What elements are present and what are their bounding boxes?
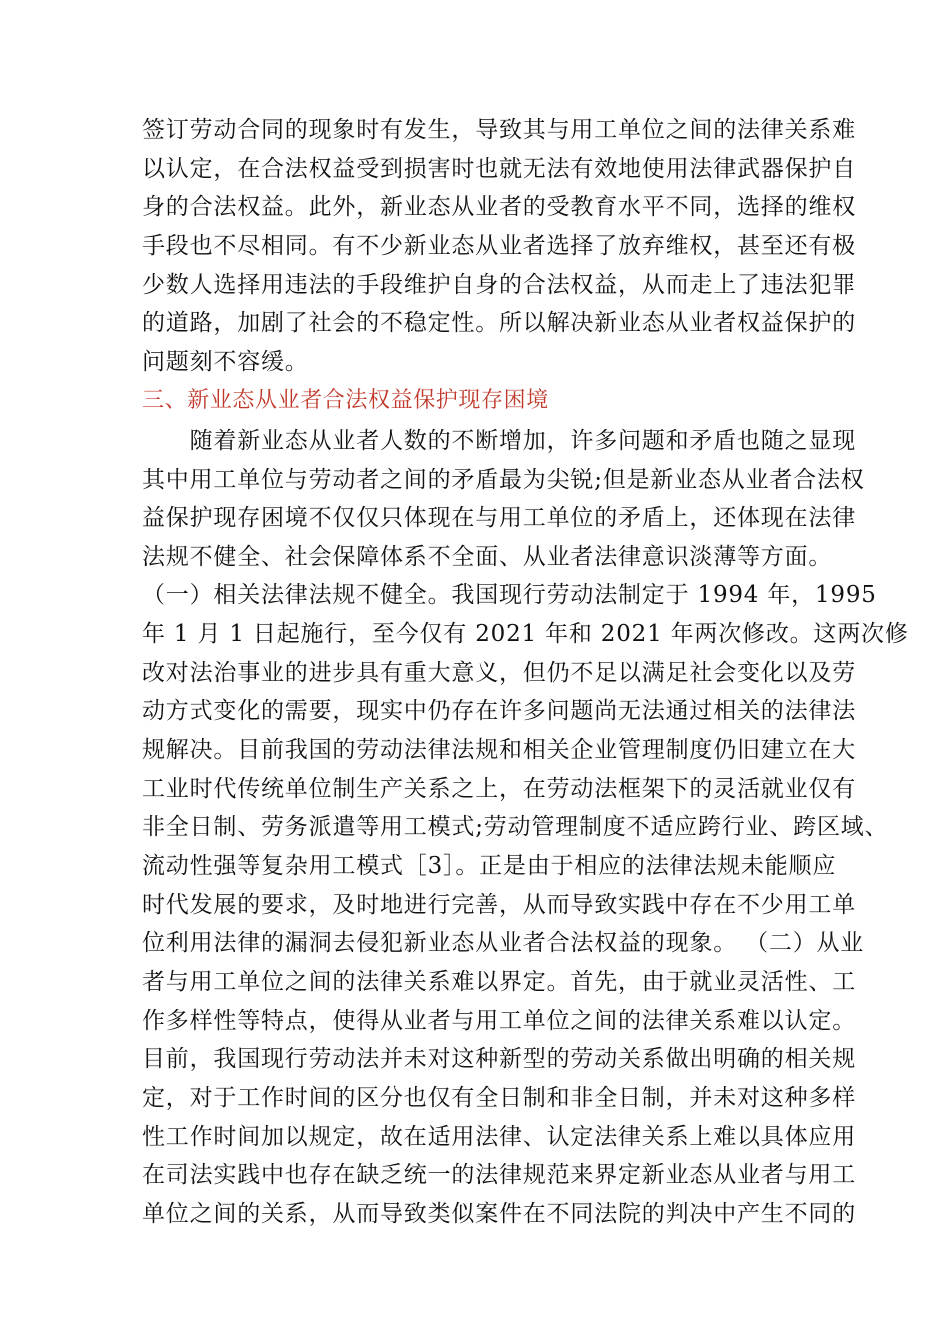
body-text-line: 非全日制、劳务派遣等用工模式;劳动管理制度不适应跨行业、跨区域、 xyxy=(142,814,889,840)
body-text-line: 身的合法权益。此外，新业态从业者的受教育水平不同，选择的维权 xyxy=(142,194,856,220)
body-text-line: 法规不健全、社会保障体系不全面、从业者法律意识淡薄等方面。 xyxy=(142,544,833,570)
body-text-line: 手段也不尽相同。有不少新业态从业者选择了放弃维权，甚至还有极 xyxy=(142,233,856,259)
section-heading: 三、新业态从业者合法权益保护现存困境 xyxy=(142,388,549,413)
body-text-line: 的道路，加剧了社会的不稳定性。所以解决新业态从业者权益保护的 xyxy=(142,310,856,336)
body-text-line: 性工作时间加以规定，故在适用法律、认定法律关系上难以具体应用 xyxy=(142,1124,856,1150)
body-text-line: 动方式变化的需要，现实中仍存在许多问题尚无法通过相关的法律法 xyxy=(142,698,856,724)
body-text-line: 工业时代传统单位制生产关系之上，在劳动法框架下的灵活就业仅有 xyxy=(142,776,856,802)
body-text-line: 规解决。目前我国的劳动法律法规和相关企业管理制度仍旧建立在大 xyxy=(142,737,856,763)
body-text-line: 少数人选择用违法的手段维护自身的合法权益，从而走上了违法犯罪 xyxy=(142,272,856,298)
body-text-line: 者与用工单位之间的法律关系难以界定。首先，由于就业灵活性、工 xyxy=(142,969,856,995)
body-text-line: 以认定，在合法权益受到损害时也就无法有效地使用法律武器保护自 xyxy=(142,156,856,182)
body-text-line: 作多样性等特点，使得从业者与用工单位之间的法律关系难以认定。 xyxy=(142,1008,856,1034)
body-text-line: 在司法实践中也存在缺乏统一的法律规范来界定新业态从业者与用工 xyxy=(142,1162,856,1188)
body-text-line: 签订劳动合同的现象时有发生，导致其与用工单位之间的法律关系难 xyxy=(142,117,856,143)
body-text-line: 随着新业态从业者人数的不断增加，许多问题和矛盾也随之显现 xyxy=(142,428,856,454)
body-text-line: 问题刻不容缓。 xyxy=(142,349,309,375)
body-text-line: 定，对于工作时间的区分也仅有全日制和非全日制，并未对这种多样 xyxy=(142,1085,856,1111)
body-text-line: 改对法治事业的进步具有重大意义，但仍不足以满足社会变化以及劳 xyxy=(142,660,856,686)
body-text-line: 年 1 月 1 日起施行，至今仅有 2021 年和 2021 年两次修改。这两次修 xyxy=(142,621,909,647)
body-text-line: 位利用法律的漏洞去侵犯新业态从业者合法权益的现象。 （二）从业 xyxy=(142,930,865,956)
body-text-line: 时代发展的要求，及时地进行完善，从而导致实践中存在不少用工单 xyxy=(142,892,856,918)
body-text-line: 目前，我国现行劳动法并未对这种新型的劳动关系做出明确的相关规 xyxy=(142,1046,856,1072)
body-text-line: 流动性强等复杂用工模式［3］。正是由于相应的法律法规未能顺应 xyxy=(142,853,837,879)
body-text-line: 益保护现存困境不仅仅只体现在与用工单位的矛盾上，还体现在法律 xyxy=(142,505,856,531)
body-text-line: （一）相关法律法规不健全。我国现行劳动法制定于 1994 年，1995 xyxy=(142,582,877,608)
body-text-line: 其中用工单位与劳动者之间的矛盾最为尖锐;但是新业态从业者合法权 xyxy=(142,467,865,493)
body-text-line: 单位之间的关系，从而导致类似案件在不同法院的判决中产生不同的 xyxy=(142,1201,856,1227)
